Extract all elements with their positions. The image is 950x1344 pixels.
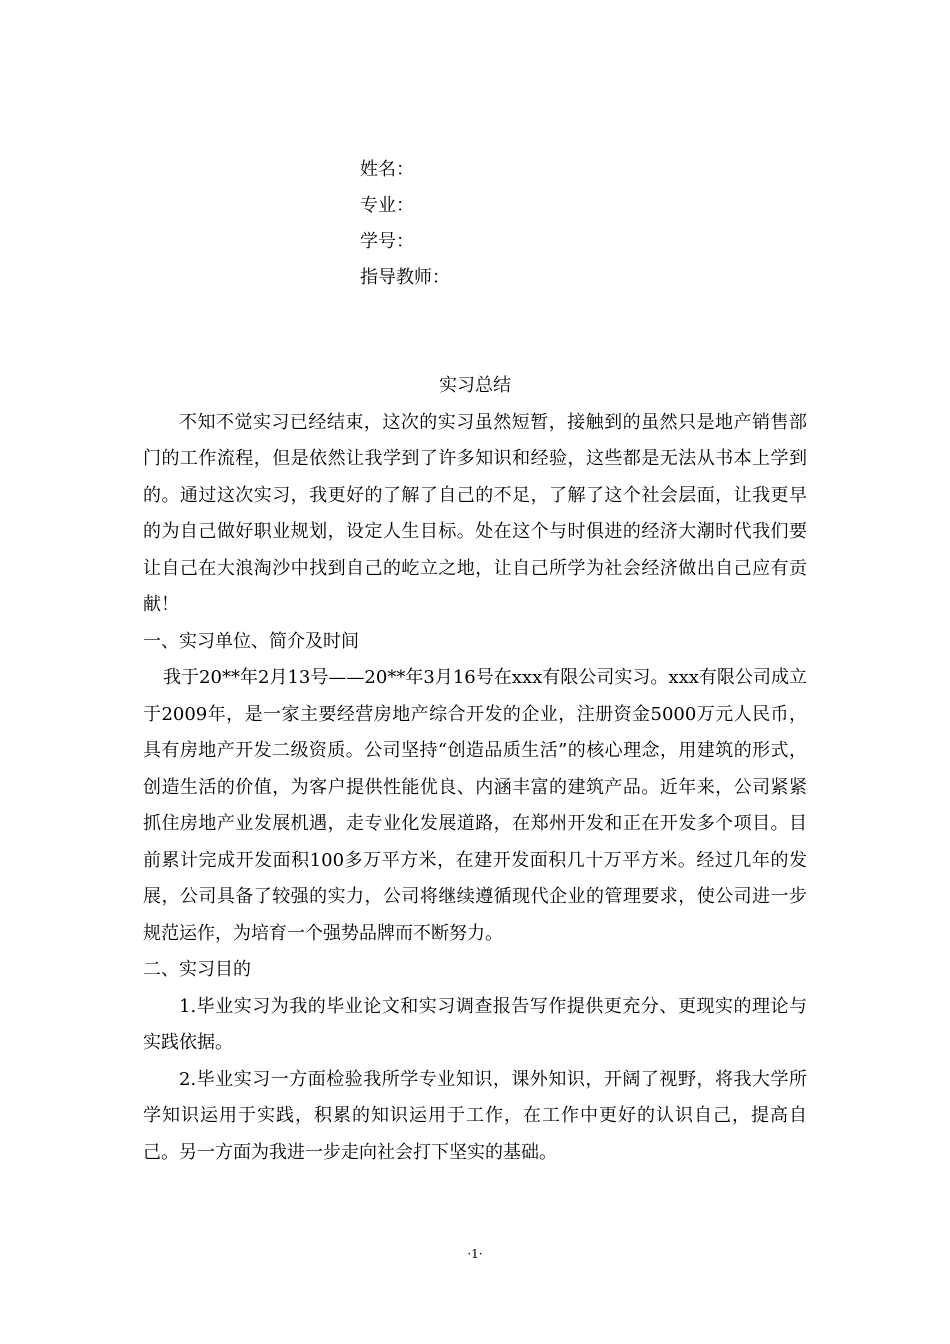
advisor-label: 指导教师： — [360, 267, 450, 288]
purpose-item-2: 2.毕业实习一方面检验我所学专业知识，课外知识，开阔了视野，将我大学所学知识运用于实践，积累的知识运用于工作，在工作中更好的认识自己，提高自己。另一方面为我进一步走向社会打下坚实的基础。 — [143, 1068, 807, 1163]
major-label: 专业： — [360, 195, 414, 216]
name-label: 姓名： — [360, 159, 414, 180]
intro-paragraph: 不知不觉实习已经结束，这次的实习虽然短暂，接触到的虽然只是地产销售部门的工作流程，但是依然让我学到了许多知识和经验，这些都是无法从书本上学到的。通过这次实习，我更好的了解了自己的不足，了解了这个社会层面，让我更早的为自己做好职业规划，设定人生目标。处在这个与时俱进的经济大潮时代我们要让自己在大浪淘沙中找到自己的屹立之地，让自己所学为社会经济做出自己应有贡献！ — [143, 411, 807, 615]
section-paragraph-internship-unit: 我于20**年2月13号——20**年3月16号在xxx有限公司实习。xxx有限公司成立于2009年，是一家主要经营房地产综合开发的企业，注册资金5000万元人民币，具有房地产开发二级资质。公司坚持“创造品质生活”的核心理念，用建筑的形式，创造生活的价值，为客户提供性能优良、内涵丰富的建筑产品。近年来，公司紧紧抓住房地产业发展机遇，走专业化发展道路，在郑州开发和正在开发多个项目。目前累计完成开发面积100多万平方米，在建开发面积几十万平方米。经过几年的发展，公司具备了较强的实力，公司将继续遵循现代企业的管理要求，使公司进一步规范运作，为培育一个强势品牌而不断努力。 — [143, 667, 807, 944]
page-number: ·1· — [467, 1247, 483, 1261]
document-body — [143, 368, 807, 1171]
section-heading-internship-purpose: 二、实习目的 — [143, 959, 251, 980]
document-title: 实习总结 — [439, 375, 511, 396]
purpose-item-1: 1.毕业实习为我的毕业论文和实习调查报告写作提供更充分、更现实的理论与实践依据。 — [143, 995, 807, 1053]
student-id-label: 学号： — [360, 231, 414, 252]
cover-info-block — [360, 152, 450, 296]
section-heading-internship-unit: 一、实习单位、简介及时间 — [143, 630, 359, 652]
